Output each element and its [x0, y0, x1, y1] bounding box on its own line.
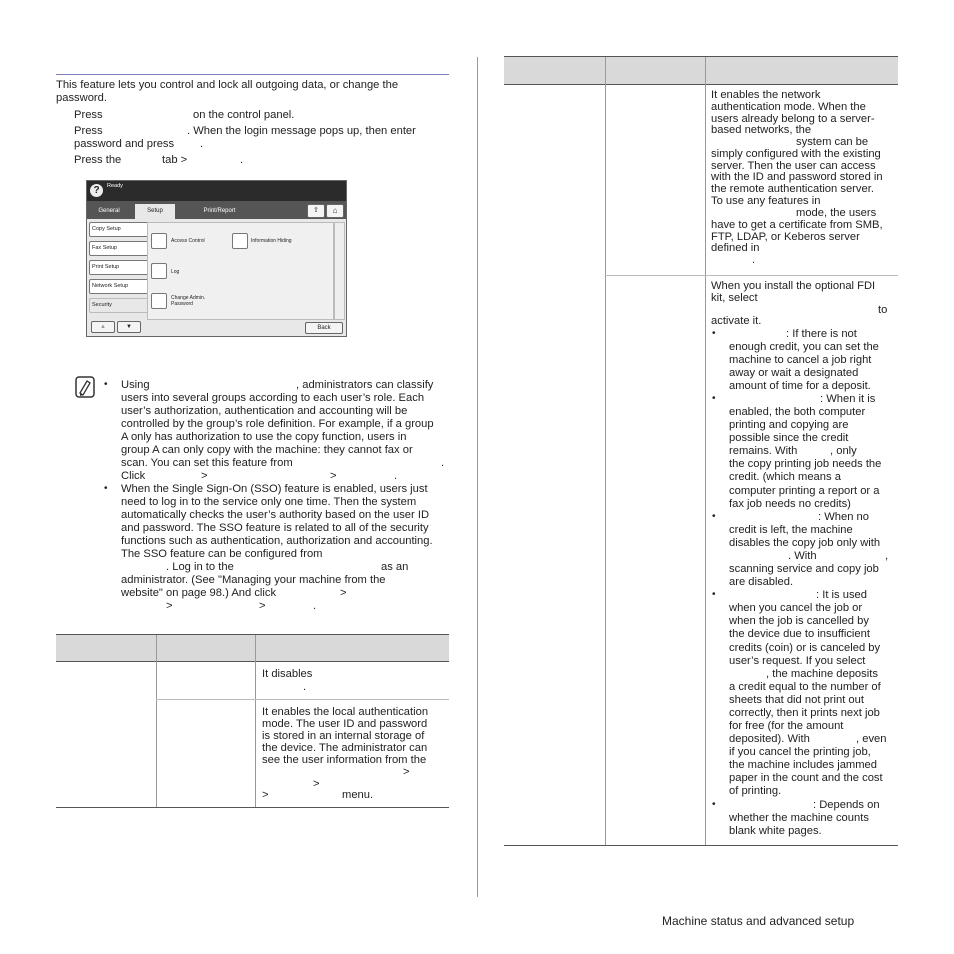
rb4-3: when the job is cancelled by — [729, 615, 869, 627]
rb4-4: the device due to insufficient — [729, 628, 870, 640]
tab-general[interactable]: General — [98, 208, 120, 214]
left-row1-line1: It disables — [262, 668, 313, 680]
note1-i: . — [441, 457, 445, 469]
left-table-header — [56, 635, 449, 661]
r1-l8: with the ID and password stored in — [711, 171, 883, 183]
rb2-7: the copy printing job needs the — [729, 458, 882, 470]
note1-e: controlled by the group’s role definition. For example, if a group — [121, 418, 434, 430]
bullet-2: • — [104, 483, 108, 494]
rb3-1: : When no — [818, 511, 869, 523]
note1-d: user’s authorization, authentication and accounting will be — [121, 405, 408, 417]
rb3-6: scanning service and copy job — [729, 563, 879, 575]
r1-l10: To use any features in — [711, 195, 821, 207]
left-row2-line6: > — [403, 766, 410, 778]
change-admin-password-box[interactable] — [151, 293, 167, 309]
left-row1-line2: . — [303, 681, 307, 693]
tab-print-report[interactable]: Print/Report — [203, 208, 236, 214]
section-rule — [56, 74, 449, 75]
bullet-1: • — [104, 379, 108, 390]
rb4-7: , the machine deposits — [766, 668, 878, 680]
rb3-5: , — [885, 550, 889, 562]
r1-l3: users already belong to a server- — [711, 113, 875, 125]
log-box[interactable] — [151, 263, 167, 279]
left-row2-line3: is stored in an internal storage of — [262, 730, 425, 742]
access-control-box[interactable] — [151, 233, 167, 249]
rb4-6: user’s request. If you select — [729, 655, 866, 667]
rb1-5: amount of time for a deposit. — [729, 380, 871, 392]
side-network-setup[interactable]: Network Setup — [89, 279, 149, 294]
r1-l15: . — [752, 254, 756, 266]
right-table-bottom — [504, 845, 898, 846]
step-3-b: tab > — [162, 154, 188, 166]
control-panel-screenshot — [86, 180, 347, 337]
rb5-3: blank white pages. — [729, 825, 822, 837]
intro-line-2: password. — [56, 92, 107, 104]
r2-intro-1: When you install the optional FDI — [711, 280, 876, 292]
note1-a: Using — [121, 379, 150, 391]
information-hiding-label: Information Hiding — [251, 238, 292, 244]
rb4-17: of printing. — [729, 785, 782, 797]
left-row2-line9: menu. — [342, 789, 374, 801]
note1-l: > — [330, 470, 337, 482]
note2-k: > — [340, 587, 347, 599]
left-table-bottom — [56, 807, 449, 808]
step-2-c: password and press — [74, 138, 175, 150]
r1-l12: have to get a certificate from SMB, — [711, 219, 883, 231]
rb4-1: : It is used — [816, 589, 867, 601]
rb4-12: deposited). With — [729, 733, 810, 745]
rb4-15: the machine includes jammed — [729, 759, 877, 771]
rb3-3: disables the copy job only with — [729, 537, 881, 549]
side-security[interactable]: Security — [89, 298, 149, 313]
page-footer: Machine status and advanced setup — [662, 914, 855, 928]
log-label: Log — [171, 269, 180, 275]
left-table-col-2 — [255, 635, 256, 807]
rb4-14: if you cancel the printing job, — [729, 746, 871, 758]
note2-f: The SSO feature can be configured from — [121, 548, 323, 560]
share-icon[interactable]: ⇧ — [307, 204, 325, 218]
note2-l: > — [166, 600, 173, 612]
step-1-b: on the control panel. — [193, 109, 295, 121]
note2-d: and password. The SSO feature is related to all of the security — [121, 522, 429, 534]
rb2-3: printing and copying are — [729, 419, 849, 431]
r-bullet-4: • — [712, 589, 716, 600]
side-copy-setup[interactable]: Copy Setup — [89, 222, 149, 237]
rb1-1: : If there is not — [786, 328, 857, 340]
step-1-a: Press — [74, 109, 103, 121]
note2-e: functions such as authentication, authorization and accounting. — [121, 535, 433, 547]
rb2-8: credit. (which means a — [729, 471, 841, 483]
rb5-2: whether the machine counts — [729, 812, 869, 824]
r-bullet-1: • — [712, 328, 716, 339]
left-row2-line4: the device. The administrator can — [262, 742, 428, 754]
rb2-5: remains. With — [729, 445, 798, 457]
left-table-row-divider — [156, 699, 449, 700]
note2-i: administrator. (See "Managing your machine from the — [121, 574, 386, 586]
r1-l13: FTP, LDAP, or Keberos server — [711, 231, 860, 243]
note2-b: need to log in to the service only one time. Then the system — [121, 496, 417, 508]
left-table-header-bottom — [56, 661, 449, 662]
right-table-row-divider — [605, 275, 898, 276]
note2-n: . — [313, 600, 317, 612]
note2-a: When the Single Sign-On (SSO) feature is enabled, users just — [121, 483, 428, 495]
rb2-1: : When it is — [820, 393, 876, 405]
scroll-up-button[interactable]: ▲ — [91, 321, 115, 333]
r1-l14: defined in — [711, 242, 760, 254]
rb5-1: : Depends on — [813, 799, 880, 811]
step-2-d: . — [200, 138, 204, 150]
intro-line-1: This feature lets you control and lock all outgoing data, or change the — [56, 79, 399, 91]
r-bullet-2: • — [712, 393, 716, 404]
column-divider — [477, 57, 478, 897]
note1-j: Click — [121, 470, 146, 482]
step-3-c: . — [240, 154, 244, 166]
rb2-2: enabled, the both computer — [729, 406, 866, 418]
rb4-16: paper in the count and the cost — [729, 772, 883, 784]
rb1-3: machine to cancel a job right — [729, 354, 872, 366]
r-bullet-3: • — [712, 511, 716, 522]
rb4-5: credits (coin) or is canceled by — [729, 642, 881, 654]
r2-intro-2: kit, select — [711, 292, 758, 304]
step-2-b: . When the login message pops up, then enter — [187, 125, 416, 137]
scrollbar[interactable] — [334, 222, 345, 320]
note2-c: automatically checks the user’s authority based on the user ID — [121, 509, 430, 521]
left-row2-line1: It enables the local authentication — [262, 706, 429, 718]
left-row2-line5: see the user information from the — [262, 754, 427, 766]
status-bar — [87, 181, 346, 201]
r1-l2: authentication mode. When the — [711, 101, 866, 113]
r1-l1: It enables the network — [711, 89, 821, 101]
note2-h: as an — [381, 561, 409, 573]
left-row2-line7: > — [313, 778, 320, 790]
note-icon — [75, 376, 95, 398]
rb3-2: credit is left, the machine — [729, 524, 853, 536]
note2-m: > — [259, 600, 266, 612]
right-table-col-1 — [605, 57, 606, 845]
rb2-10: fax job needs no credits) — [729, 498, 851, 510]
rb1-2: enough credit, you can set the — [729, 341, 879, 353]
r1-l5: system can be — [796, 136, 869, 148]
scroll-down-button[interactable]: ▼ — [117, 321, 141, 333]
rb4-2: when you cancel the job or — [729, 602, 863, 614]
help-icon[interactable]: ? — [90, 184, 103, 197]
rb1-4: away or wait a designated — [729, 367, 859, 379]
rb4-11: for free (for the amount — [729, 720, 844, 732]
rb4-9: sheets that did not print out — [729, 694, 864, 706]
r2-intro-3: to — [878, 304, 888, 316]
rb4-13: , even — [856, 733, 887, 745]
step-2-a: Press — [74, 125, 103, 137]
tab-setup[interactable]: Setup — [135, 204, 175, 219]
note1-m: . — [394, 470, 398, 482]
note1-b: , administrators can classify — [296, 379, 434, 391]
left-row2-line8: > — [262, 789, 269, 801]
right-table-col-2 — [705, 57, 706, 845]
left-table-col-1 — [156, 635, 157, 807]
right-table-header — [504, 57, 898, 84]
rb3-7: are disabled. — [729, 576, 794, 588]
side-print-setup[interactable]: Print Setup — [89, 260, 149, 275]
rb4-10: correctly, then it prints next job — [729, 707, 880, 719]
change-admin-password-label: Change Admin. Password — [171, 295, 206, 307]
r1-l4: based networks, the — [711, 124, 812, 136]
r2-intro-4: activate it. — [711, 315, 762, 327]
side-fax-setup[interactable]: Fax Setup — [89, 241, 149, 256]
rb2-6: , only — [830, 445, 857, 457]
note1-f: A only has authorization to use the copy function, users in — [121, 431, 407, 443]
right-table-header-bottom — [504, 84, 898, 85]
note1-h: scan. You can set this feature from — [121, 457, 293, 469]
information-hiding-box[interactable] — [232, 233, 248, 249]
rb2-9: computer printing a report or a — [729, 485, 880, 497]
note1-g: group A can only copy with the machine: they cannot fax or — [121, 444, 413, 456]
r1-l9: the remote authentication server. — [711, 183, 874, 195]
step-3-a: Press the — [74, 154, 122, 166]
rb4-8: a credit equal to the number of — [729, 681, 881, 693]
rb3-4: . With — [788, 550, 817, 562]
r1-l7: server. Then the user can access — [711, 160, 876, 172]
note1-c: users into several groups according to each user’s role. Each — [121, 392, 425, 404]
note1-k: > — [201, 470, 208, 482]
back-button[interactable]: Back — [305, 322, 343, 334]
r1-l6: simply configured with the existing — [711, 148, 881, 160]
home-icon[interactable]: ⌂ — [326, 204, 344, 218]
access-control-label: Access Control — [171, 238, 205, 244]
rb2-4: possible since the credit — [729, 432, 849, 444]
r1-l11: mode, the users — [796, 207, 877, 219]
note2-g: . Log in to the — [166, 561, 234, 573]
left-row2-line2: mode. The user ID and password — [262, 718, 428, 730]
note2-j: website" on page 98.) And click — [121, 587, 277, 599]
r-bullet-5: • — [712, 799, 716, 810]
status-text: Ready — [107, 183, 123, 189]
